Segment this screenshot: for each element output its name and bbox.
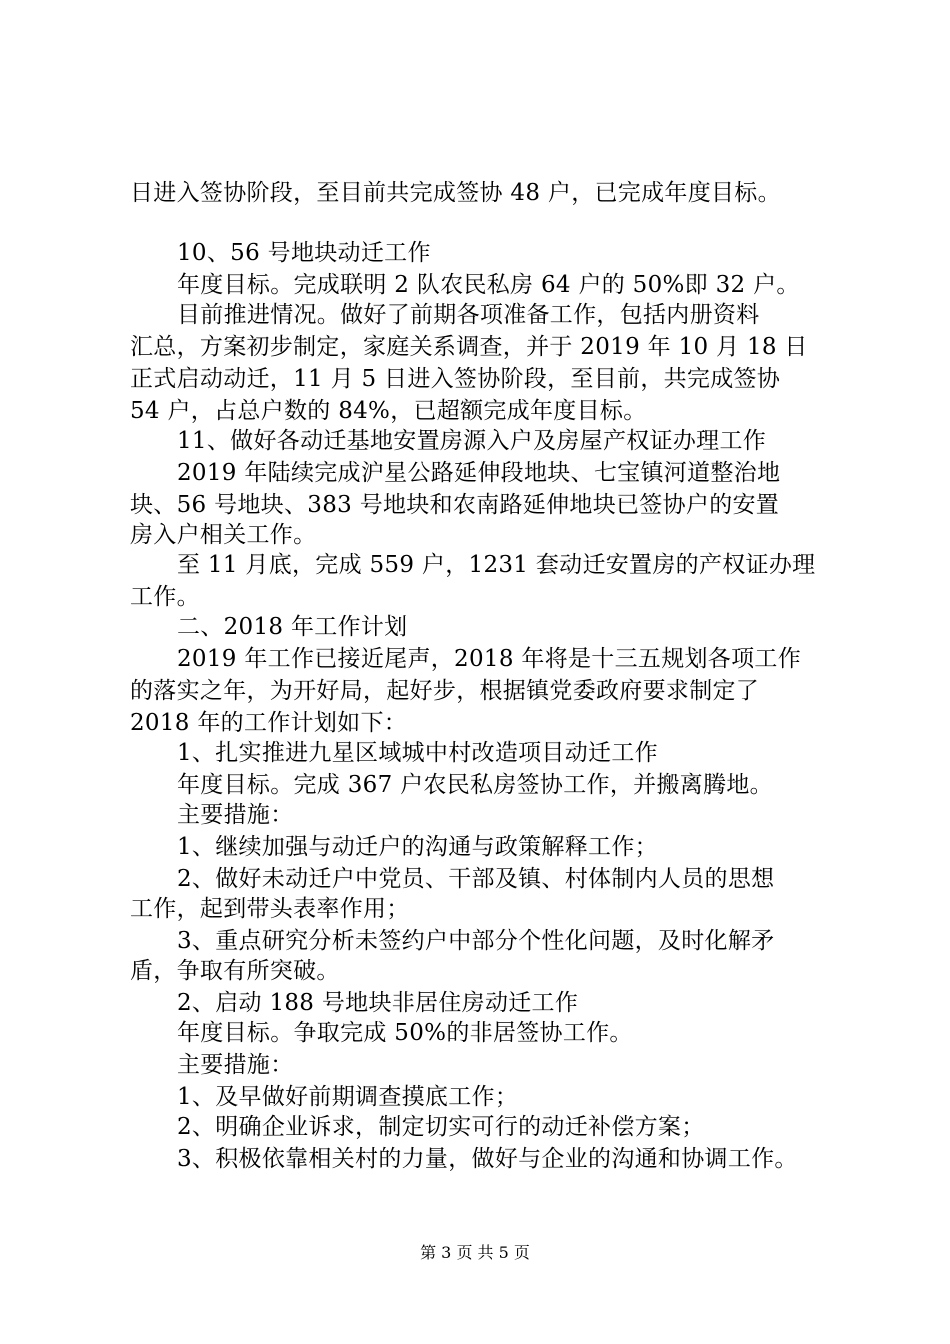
text-line: 1、及早做好前期调查摸底工作；: [177, 1084, 519, 1110]
section-heading: 11、做好各动迁基地安置房源入户及房屋产权证办理工作: [177, 428, 767, 454]
text-line: 至 11 月底，完成 559 户，1231 套动迁安置房的产权证办理: [177, 552, 816, 578]
text-line: 房入户相关工作。: [130, 522, 317, 548]
text-line: 日进入签协阶段，至目前共完成签协 48 户，已完成年度目标。: [130, 180, 781, 206]
text-line: 3、积极依靠相关村的力量，做好与企业的沟通和协调工作。: [177, 1146, 798, 1172]
section-heading: 10、56 号地块动迁工作: [177, 240, 431, 266]
section-heading: 2、启动 188 号地块非居住房动迁工作: [177, 990, 579, 1016]
text-line: 2、做好未动迁户中党员、干部及镇、村体制内人员的思想: [177, 866, 775, 892]
text-line: 54 户，占总户数的 84%，已超额完成年度目标。: [130, 398, 647, 424]
text-line: 年度目标。完成联明 2 队农民私房 64 户的 50%即 32 户。: [177, 272, 800, 298]
text-line: 的落实之年，为开好局，起好步，根据镇党委政府要求制定了: [130, 678, 760, 704]
text-line: 年度目标。完成 367 户农民私房签协工作，并搬离腾地。: [177, 772, 773, 798]
text-line: 主要措施：: [177, 1052, 294, 1078]
text-line: 块、56 号地块、383 号地块和农南路延伸地块已签协户的安置: [130, 492, 780, 518]
text-line: 正式启动动迁，11 月 5 日进入签协阶段，至目前，共完成签协: [130, 366, 781, 392]
text-line: 2019 年陆续完成沪星公路延伸段地块、七宝镇河道整治地: [177, 460, 781, 486]
section-heading: 二、2018 年工作计划: [177, 614, 408, 640]
text-line: 2018 年的工作计划如下：: [130, 710, 408, 736]
text-line: 1、继续加强与动迁户的沟通与政策解释工作；: [177, 834, 658, 860]
section-heading: 1、扎实推进九星区域城中村改造项目动迁工作: [177, 740, 658, 766]
text-line: 目前推进情况。做好了前期各项准备工作，包括内册资料: [177, 302, 760, 328]
text-line: 工作。: [130, 584, 200, 610]
text-line: 2、明确企业诉求，制定切实可行的动迁补偿方案；: [177, 1114, 705, 1140]
text-line: 2019 年工作已接近尾声，2018 年将是十三五规划各项工作: [177, 646, 801, 672]
page-number-footer: 第 3 页 共 5 页: [420, 1243, 530, 1262]
text-line: 盾，争取有所突破。: [130, 958, 340, 984]
text-line: 工作，起到带头表率作用；: [130, 896, 410, 922]
text-line: 汇总，方案初步制定，家庭关系调查，并于 2019 年 10 月 18 日: [130, 334, 808, 360]
text-line: 年度目标。争取完成 50%的非居签协工作。: [177, 1020, 633, 1046]
text-line: 主要措施：: [177, 802, 294, 828]
text-line: 3、重点研究分析未签约户中部分个性化问题，及时化解矛: [177, 928, 775, 954]
